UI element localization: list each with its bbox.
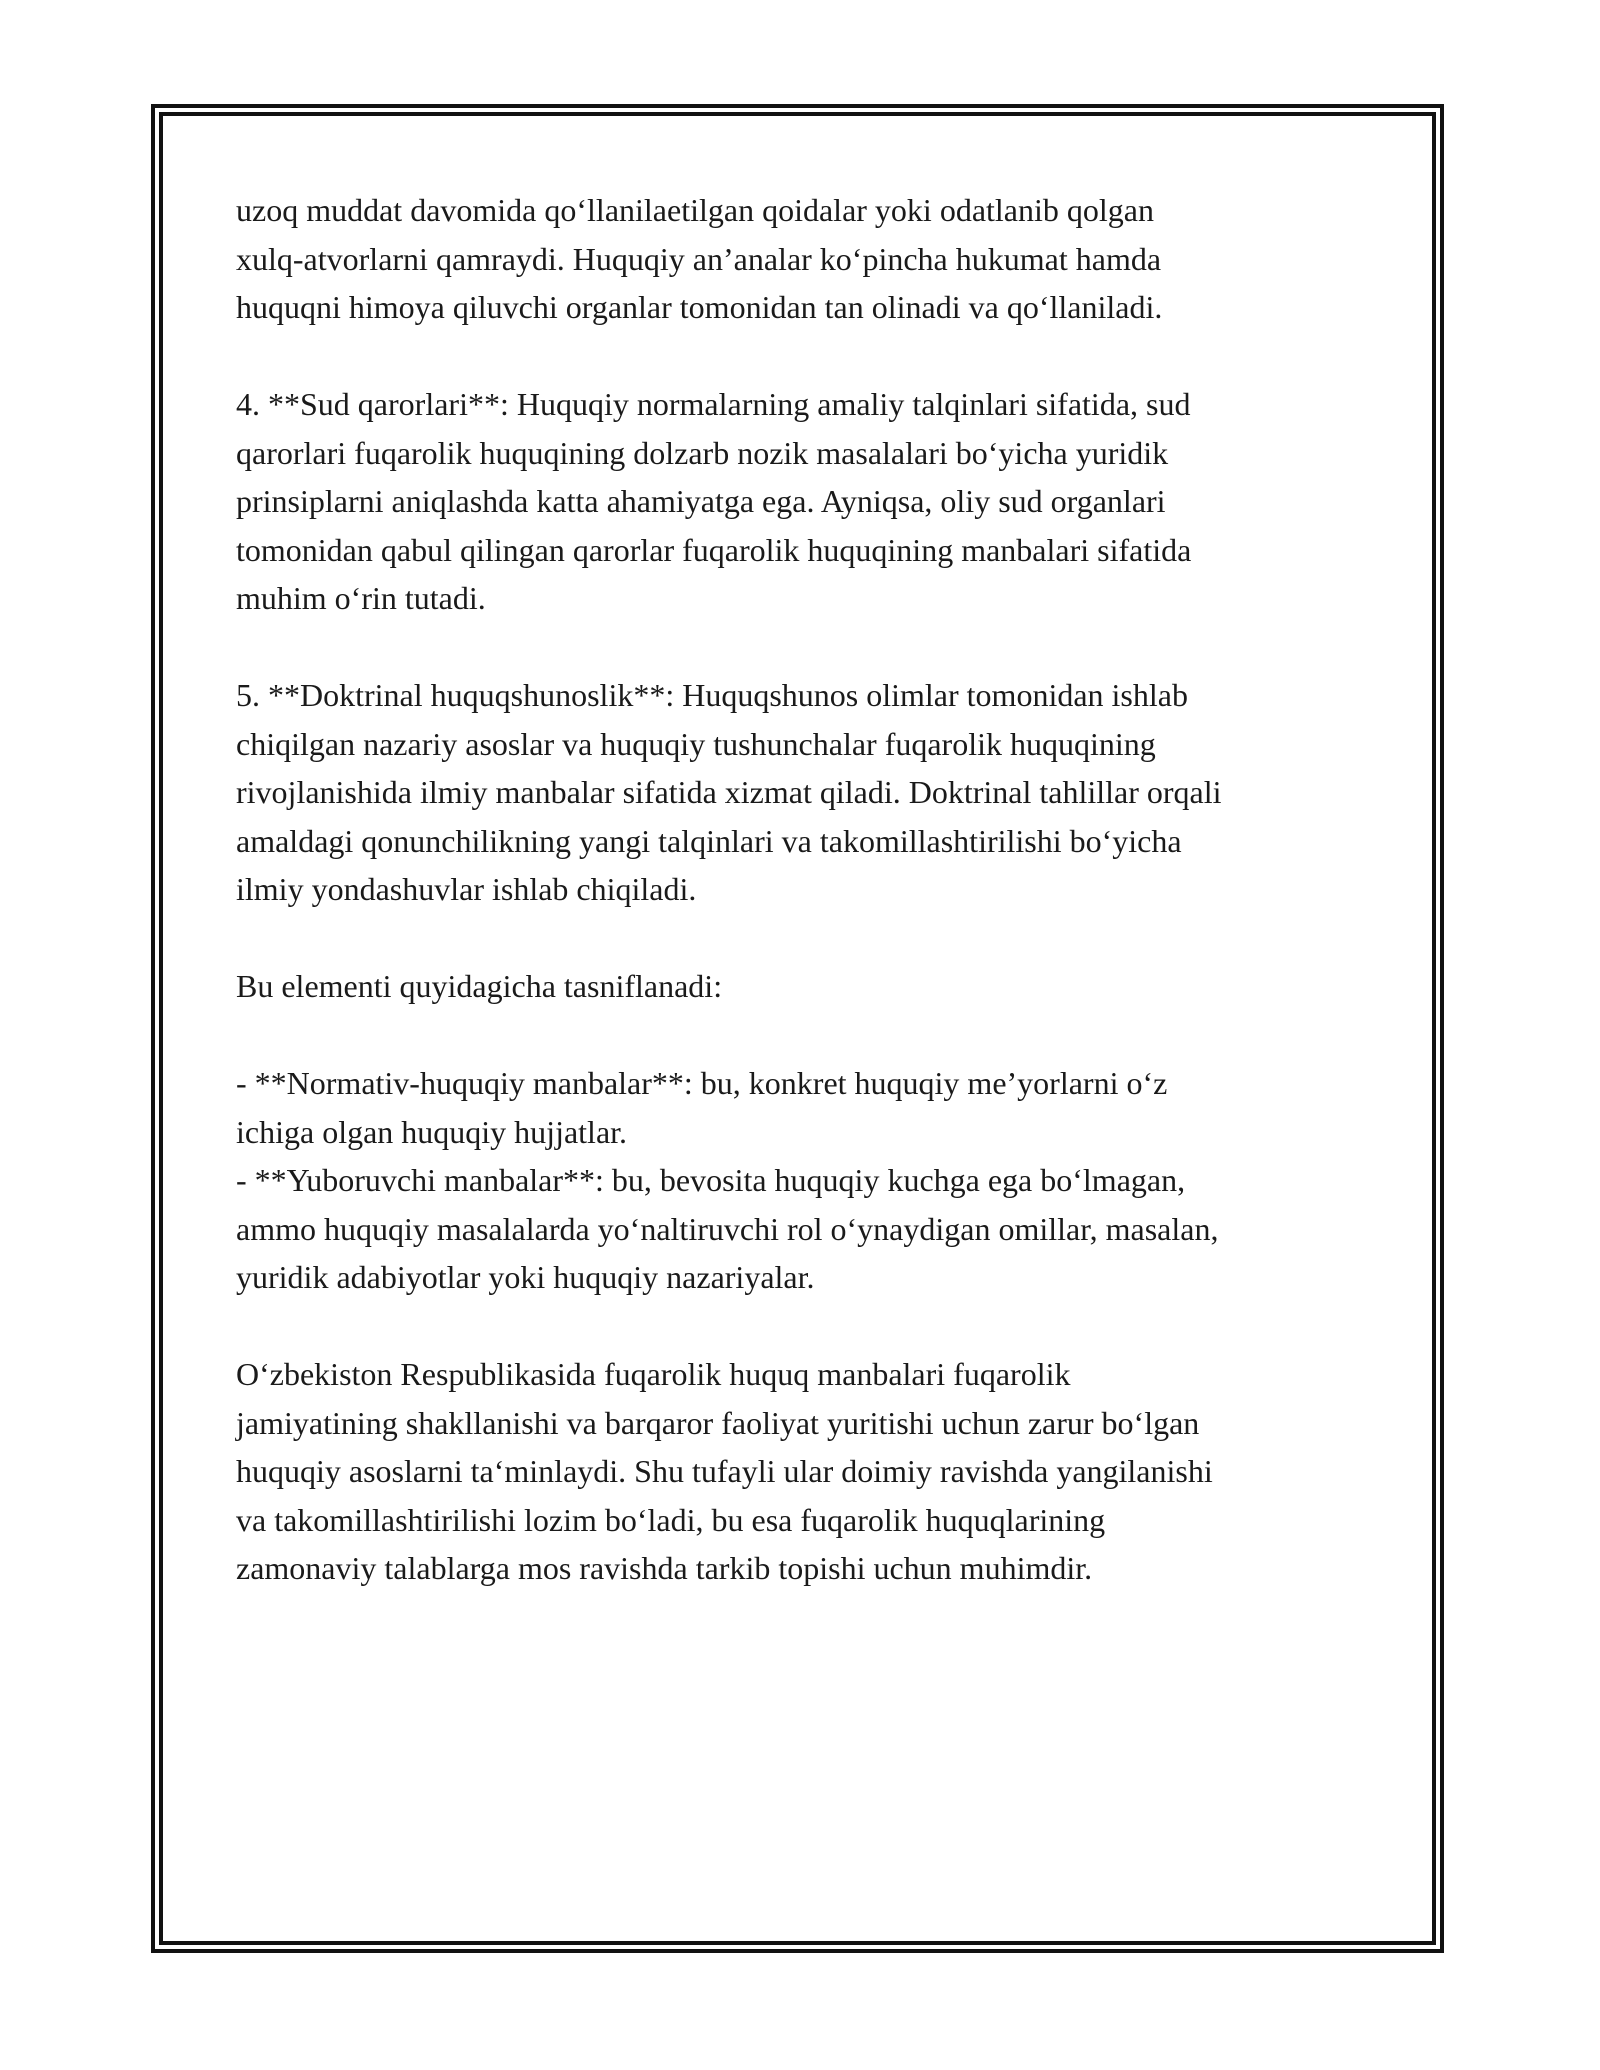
list-item-guiding-sources: - **Yuboruvchi manbalar**: bu, bevosita huquqiy kuchga ega bo‘lmagan, ammo huquqiy masalalarda yo‘naltiruvchi rol o‘ynaydigan omillar, masalan, yuridik adabiyotlar yoki huquqiy nazariyalar. [236, 1162, 1219, 1295]
paragraph-classification-intro: Bu elementi quyidagicha tasniflanadi: [236, 968, 723, 1004]
paragraph-court-decisions: 4. **Sud qarorlari**: Huquqiy normalarning amaliy talqinlari sifatida, sud qarorlari fuqarolik huquqining dolzarb nozik masalalari bo‘yicha yuridik prinsiplarni aniqlashda katta ahamiyatga ega. Ayniqsa, oliy sud organlari tomonidan qabul qilingan qarorlar fuqarolik huquqining manbalari sifatida muhim o‘rin tutadi. [236, 386, 1192, 616]
document-body [236, 186, 1376, 1641]
paragraph-customs-continuation: uzoq muddat davomida qo‘llanilaetilgan qoidalar yoki odatlanib qolgan xulq-atvorlarni qamraydi. Huquqiy an’analar ko‘pincha hukumat hamda huquqni himoya qiluvchi organlar tomonidan tan olinadi va qo‘llaniladi. [236, 192, 1163, 325]
list-item-normative-sources: - **Normativ-huquqiy manbalar**: bu, konkret huquqiy me’yorlarni o‘z ichiga olgan huquqiy hujjatlar. [236, 1065, 1168, 1150]
paragraph-legal-doctrine: 5. **Doktrinal huquqshunoslik**: Huquqshunos olimlar tomonidan ishlab chiqilgan nazariy asoslar va huquqiy tushunchalar fuqarolik huquqining rivojlanishida ilmiy manbalar sifatida xizmat qiladi. Doktrinal tahlillar orqali amaldagi qonunchilikning yangi talqinlari va takomillashtirilishi bo‘yicha ilmiy yondashuvlar ishlab chiqiladi. [236, 677, 1222, 907]
paragraph-conclusion: O‘zbekiston Respublikasida fuqarolik huquq manbalari fuqarolik jamiyatining shakllanishi va barqaror faoliyat yuritishi uchun zarur bo‘lgan huquqiy asoslarni ta‘minlaydi. Shu tufayli ular doimiy ravishda yangilanishi va takomillashtirilishi lozim bo‘ladi, bu esa fuqarolik huquqlarining zamonaviy talablarga mos ravishda tarkib topishi uchun muhimdir. [236, 1356, 1213, 1586]
